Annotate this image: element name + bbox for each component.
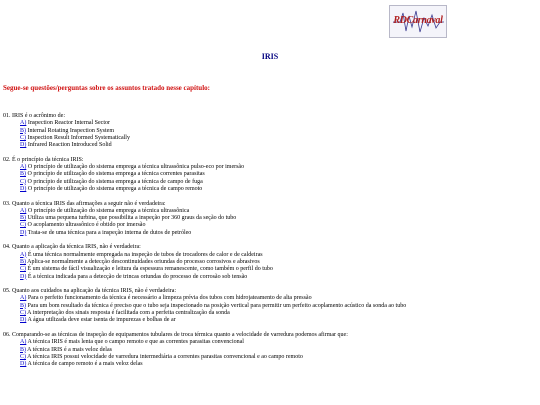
answer-option-link[interactable]: C): [20, 134, 26, 141]
answer-option-link[interactable]: C): [20, 310, 26, 317]
question-list: [3, 113, 538, 376]
answer-option-text: Trata-se de uma técnica para a inspeção interna de dutos de petróleo: [27, 229, 192, 236]
answer-option: [3, 186, 538, 193]
answer-option-text: Aplica-se normalmente a detecção descontinuidades oriundas do processo corrosivos e abrasivos: [27, 258, 260, 265]
answer-option: [3, 303, 538, 310]
answer-option-text: Para um bom resultado da técnica é preciso que o tubo seja inspecionado na posição vertical para permitir um perfeito acoplamento acústico da sonda ao tubo: [27, 302, 407, 309]
question-text: 01. IRIS é o acrônimo de:: [3, 113, 65, 119]
answer-option-link[interactable]: D): [20, 229, 27, 236]
question-text: 03. Quanto a técnica IRIS das afirmações a seguir não é verdadeira:: [3, 200, 166, 207]
answer-option-link[interactable]: A): [20, 251, 27, 258]
answer-option-text: A técnica IRIS é mais lenta que o campo remoto e que as correntes parasitas convencional: [27, 339, 244, 346]
answer-option: [3, 252, 538, 259]
question-block: [3, 113, 538, 149]
answer-option: [3, 361, 538, 368]
answer-option: [3, 128, 538, 135]
answer-option: [3, 274, 538, 281]
answer-option-link[interactable]: B): [20, 258, 26, 265]
answer-option: [3, 339, 538, 346]
answer-option-text: A água utilizada deve estar isenta de impurezas e bolhas de ar: [27, 317, 176, 324]
question-text: 02. É o princípio da técnica IRIS:: [3, 156, 84, 163]
answer-option: [3, 354, 538, 361]
answer-option-link[interactable]: A): [20, 295, 27, 302]
answer-option-link[interactable]: C): [20, 353, 26, 360]
question-text: 05. Quanto aos cuidados na aplicação da técnica IRIS, não é verdadeira:: [3, 288, 177, 295]
answer-option-text: É um sistema de fácil visualização e leitura da espessura remanescente, como também o perfil do tubo: [27, 266, 273, 273]
answer-option-link[interactable]: B): [20, 127, 26, 134]
answer-option: [3, 222, 538, 229]
answer-option-text: O acoplamento ultrassônico é obtido por imersão: [27, 222, 146, 229]
answer-option-text: É uma técnica normalmente empregada na inspeção de tubos de trocadores de calor e de caldeiras: [27, 251, 263, 258]
answer-option-text: O princípio de utilização do sistema emprega a técnica correntes parasitas: [27, 171, 205, 178]
answer-option-link[interactable]: B): [20, 346, 26, 353]
answer-option: [3, 179, 538, 186]
answer-option-text: Utiliza uma pequena turbina, que possibilita a inspeção por 360 graus da seção do tubo: [27, 215, 237, 222]
question-block: [3, 332, 538, 368]
answer-option-text: Internal Rotating Inspection System: [27, 127, 114, 134]
question-text: 06. Comparando-se as técnicas de inspeção de equipamentos tubulares de troca térmica quanto a velocidade de varredura podemos afirmar que:: [3, 331, 348, 338]
answer-option-text: Para o perfeito funcionamento da técnica é necessário a limpeza prévia dos tubos com hidrojateamento de alta pressão: [27, 295, 312, 302]
answer-option-link[interactable]: D): [20, 361, 27, 368]
answer-option: [3, 295, 538, 302]
answer-option: [3, 171, 538, 178]
answer-option-text: É a técnica indicada para a detecção de trincas oriundas do processo de corrosão sob tensão: [27, 273, 248, 280]
answer-option-link[interactable]: A): [20, 207, 27, 214]
answer-option-text: Inspection Reactor Internal Sector: [27, 120, 110, 127]
answer-option: [3, 120, 538, 127]
answer-option-text: O princípio de utilização do sistema emprega a técnica de campo de fuga: [27, 178, 203, 185]
answer-option-text: O princípio de utilização do sistema emprega a técnica ultrassônica pulso-eco por imersão: [27, 164, 245, 171]
answer-option: [3, 317, 538, 324]
answer-option-link[interactable]: D): [20, 273, 27, 280]
logo: [389, 5, 447, 38]
answer-option: [3, 230, 538, 237]
question-block: [3, 201, 538, 237]
answer-option-link[interactable]: A): [20, 164, 27, 171]
answer-option-link[interactable]: B): [20, 302, 26, 309]
question-block: [3, 157, 538, 193]
answer-option-link[interactable]: D): [20, 142, 27, 149]
answer-option-text: Infrared Reaction Introduced Solid: [27, 142, 112, 149]
intro-heading: Segue-se questões/perguntas sobre os assuntos tratado nesse capítulo:: [3, 84, 210, 92]
answer-option-link[interactable]: D): [20, 317, 27, 324]
answer-option-text: O princípio de utilização do sistema emprega a técnica de campo remoto: [27, 185, 203, 192]
answer-option-link[interactable]: D): [20, 185, 27, 192]
page-title: IRIS: [261, 52, 279, 61]
answer-option-link[interactable]: B): [20, 171, 26, 178]
answer-option-text: A técnica IRIS é a mais veloz delas: [27, 346, 112, 353]
answer-option: [3, 266, 538, 273]
answer-option-link[interactable]: A): [20, 120, 27, 127]
answer-option: [3, 347, 538, 354]
logo-text: RDCarnaval: [393, 15, 443, 26]
answer-option-text: O princípio de utilização do sistema emprega a técnica ultrassônica: [27, 207, 190, 214]
answer-option-link[interactable]: C): [20, 266, 26, 273]
question-text: 04. Quanto a aplicação da técnica IRIS, não é verdadeira:: [3, 244, 141, 251]
question-block: [3, 288, 538, 324]
question-block: [3, 244, 538, 280]
answer-option-link[interactable]: B): [20, 215, 26, 222]
answer-option-text: A interpretação dos sinais resposta é facilitada com a perfeita centralização da sonda: [27, 310, 230, 317]
answer-option-link[interactable]: A): [20, 339, 27, 346]
answer-option-text: A técnica IRIS possui velocidade de varredura intermediária a correntes parasitas convencional e ao campo remoto: [27, 353, 303, 360]
answer-option-link[interactable]: C): [20, 178, 26, 185]
answer-option-text: A técnica de campo remoto é a mais veloz delas: [27, 361, 143, 368]
answer-option-text: Inspection Result Informed Systematically: [27, 134, 130, 141]
answer-option-link[interactable]: C): [20, 222, 26, 229]
answer-option: [3, 142, 538, 149]
